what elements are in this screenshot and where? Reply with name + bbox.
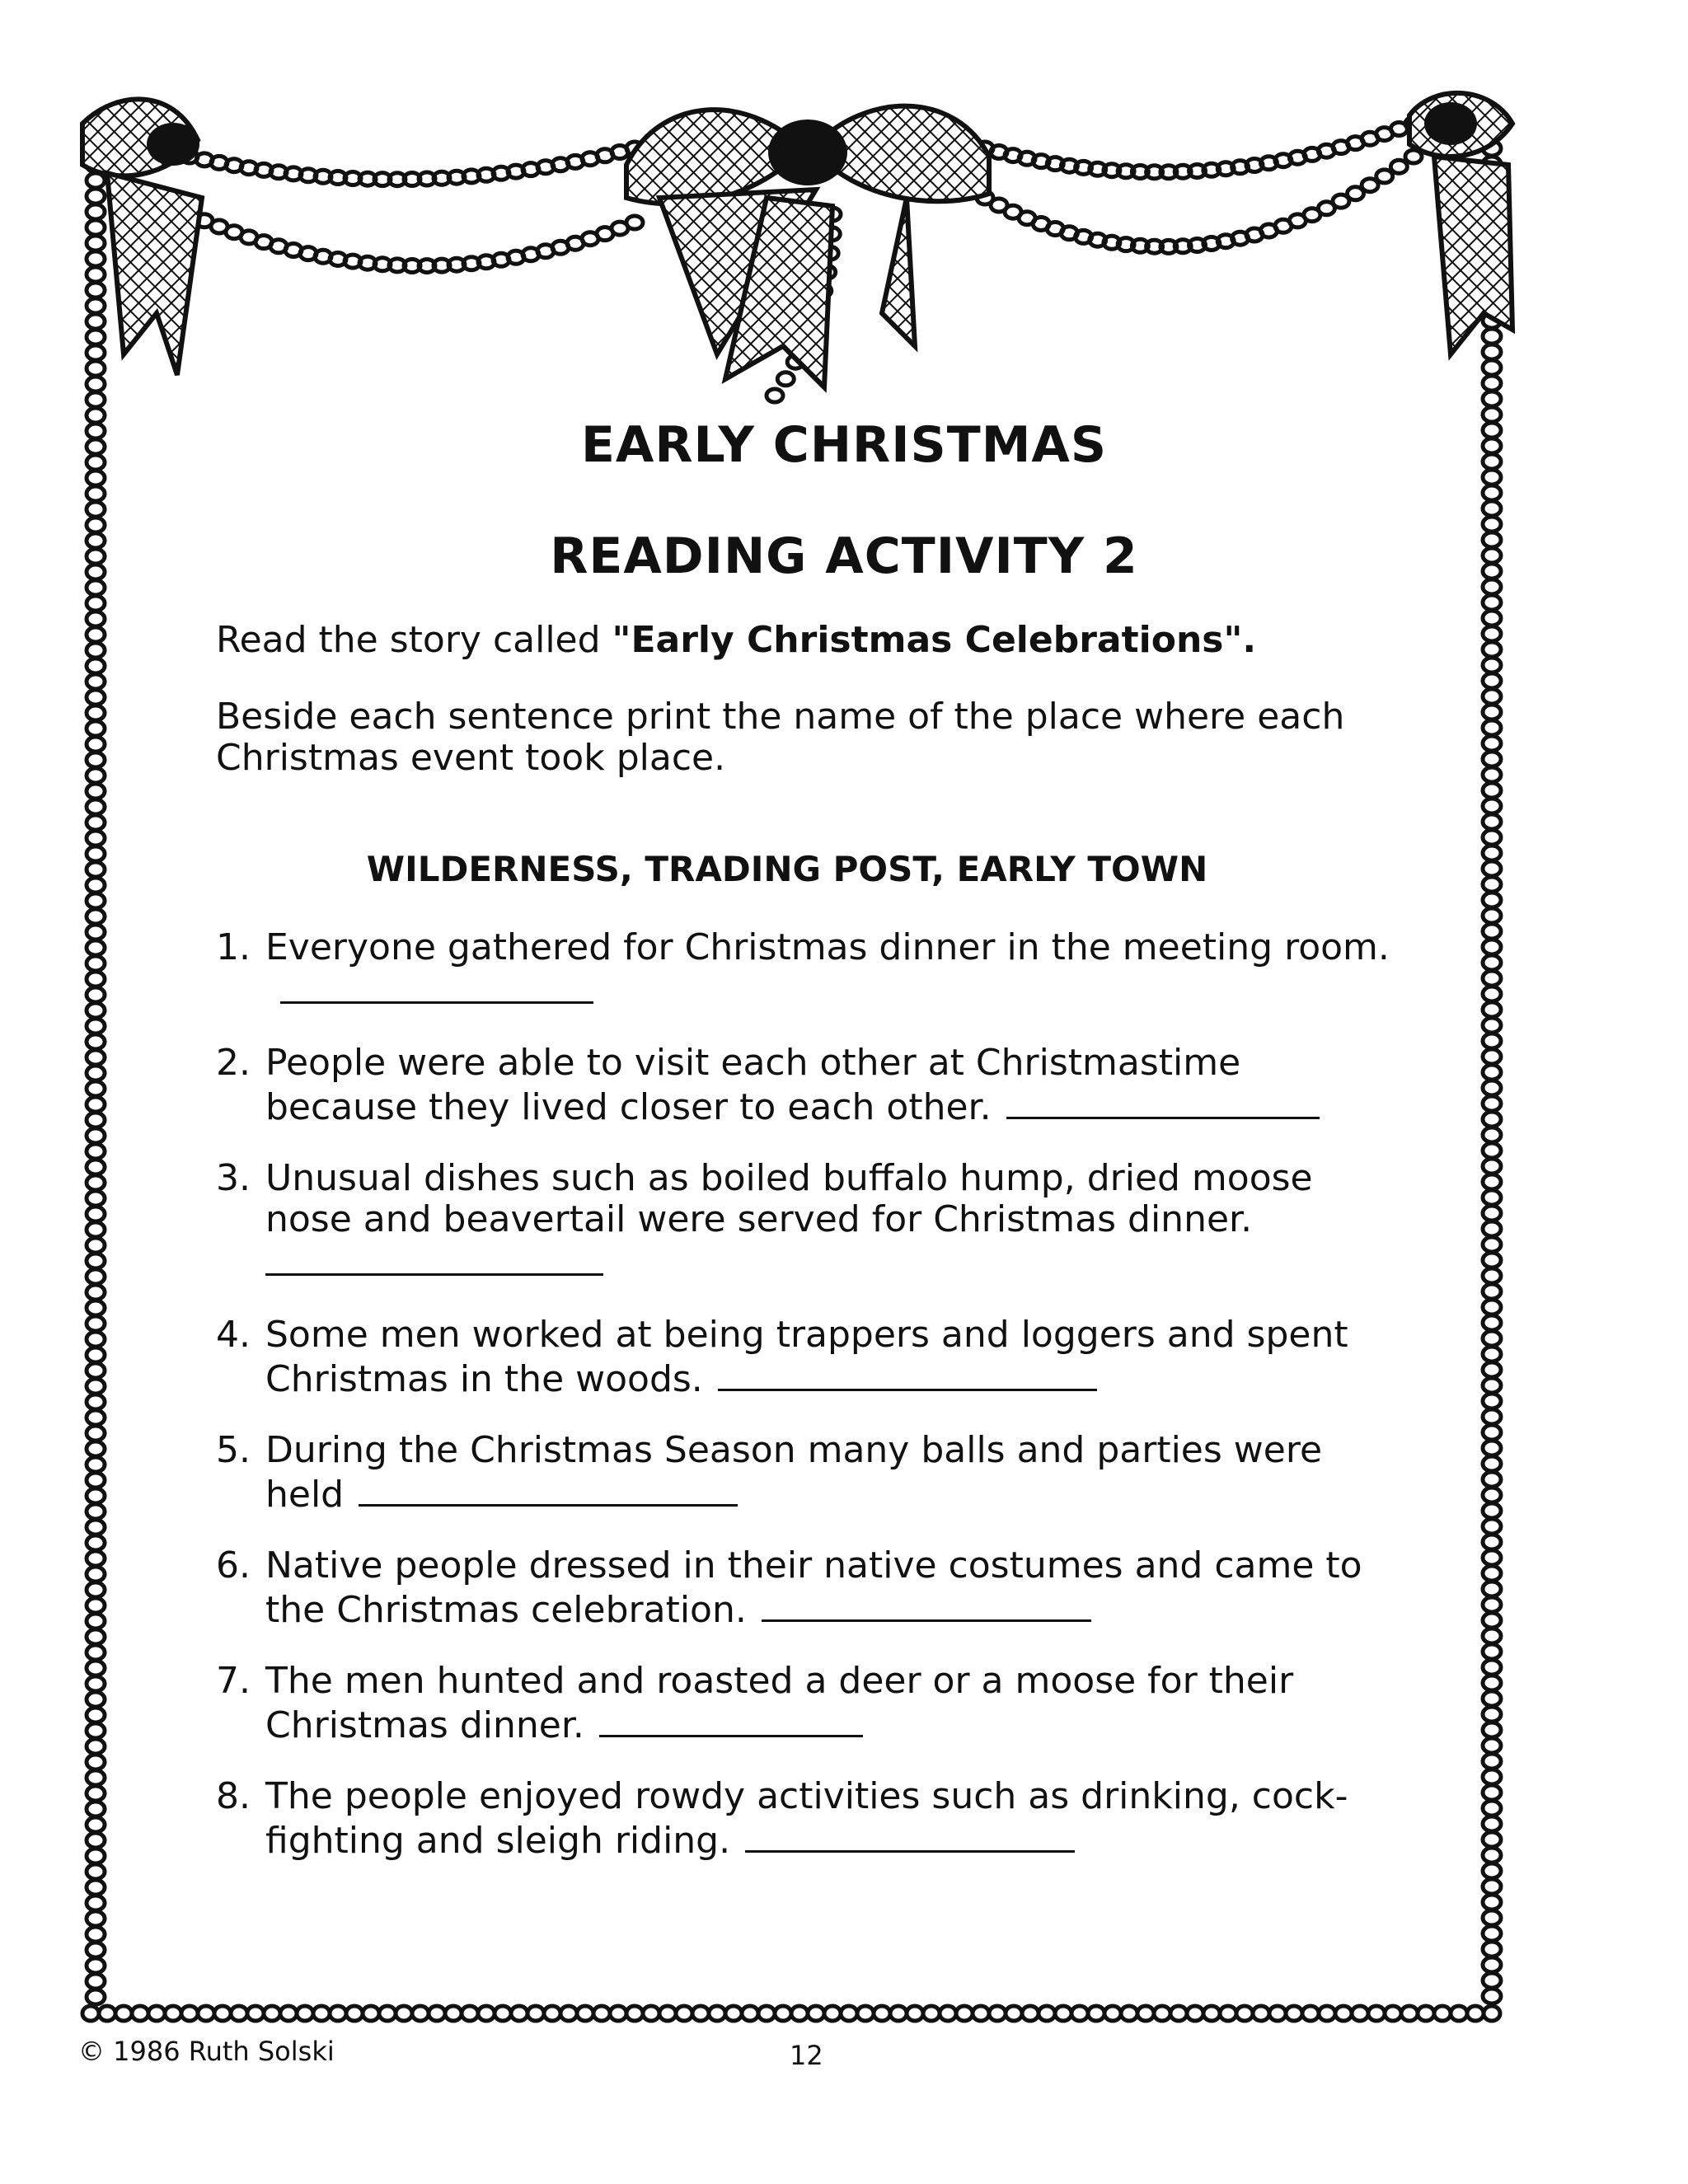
answer-blank-3[interactable] [265,1255,603,1276]
question-text: Native people dressed in their native costumes and came to the Christmas celebration. [265,1544,1362,1631]
instruction-read-story [216,620,1403,661]
bottom-bead-border [82,2006,1500,2021]
question-number: 7. [216,1660,251,1702]
question-text: People were able to visit each other at Christmastime because they lived closer to each other. [265,1042,1241,1128]
question-number: 5. [216,1429,251,1471]
page-number: 12 [790,2040,823,2071]
question-item [216,927,1403,1013]
answer-blank-8[interactable] [745,1817,1075,1853]
right-bow-icon [1409,93,1512,354]
answer-blank-6[interactable] [762,1586,1091,1622]
question-item [216,1545,1403,1631]
instruction-read-story-prefix: Read the story called [216,619,612,661]
question-item [216,1661,1403,1746]
question-text: Some men worked at being trappers and loggers and spent Christmas in the woods. [265,1314,1348,1400]
answer-blank-7[interactable] [599,1702,863,1737]
question-text: Everyone gathered for Christmas dinner in the meeting room. [265,926,1390,968]
copyright-notice: © 1986 Ruth Solski [78,2036,335,2067]
question-item [216,1315,1403,1400]
question-text: During the Christmas Season many balls and parties were held [265,1429,1323,1516]
center-bow-icon [626,106,989,387]
question-number: 8. [216,1775,251,1817]
activity-title: READING ACTIVITY 2 [550,527,1138,585]
question-item [216,1158,1403,1276]
page-title: EARLY CHRISTMAS [580,416,1108,474]
story-title: "Early Christmas Celebrations". [612,619,1257,661]
answer-blank-1[interactable] [280,968,593,1004]
question-text: The people enjoyed rowdy activities such as drinking, cock-fighting and sleigh riding. [265,1775,1348,1862]
question-item [216,1430,1403,1516]
question-number: 2. [216,1042,251,1084]
question-item [216,1776,1403,1862]
answer-blank-2[interactable] [1006,1084,1320,1119]
question-item [216,1043,1403,1128]
question-number: 3. [216,1157,251,1199]
question-number: 6. [216,1544,251,1586]
places-word-list: WILDERNESS, TRADING POST, EARLY TOWN [366,849,1208,889]
question-text: The men hunted and roasted a deer or a moose for their Christmas dinner. [265,1660,1294,1746]
answer-blank-5[interactable] [359,1471,738,1507]
question-number: 4. [216,1314,251,1356]
answer-blank-4[interactable] [718,1356,1097,1391]
question-number: 1. [216,926,251,968]
question-text: Unusual dishes such as boiled buffalo hump, dried moose nose and beavertail were served for Christmas dinner. [265,1157,1313,1240]
instruction-beside-each: Beside each sentence print the name of the place where each Christmas event took place. [216,696,1345,779]
